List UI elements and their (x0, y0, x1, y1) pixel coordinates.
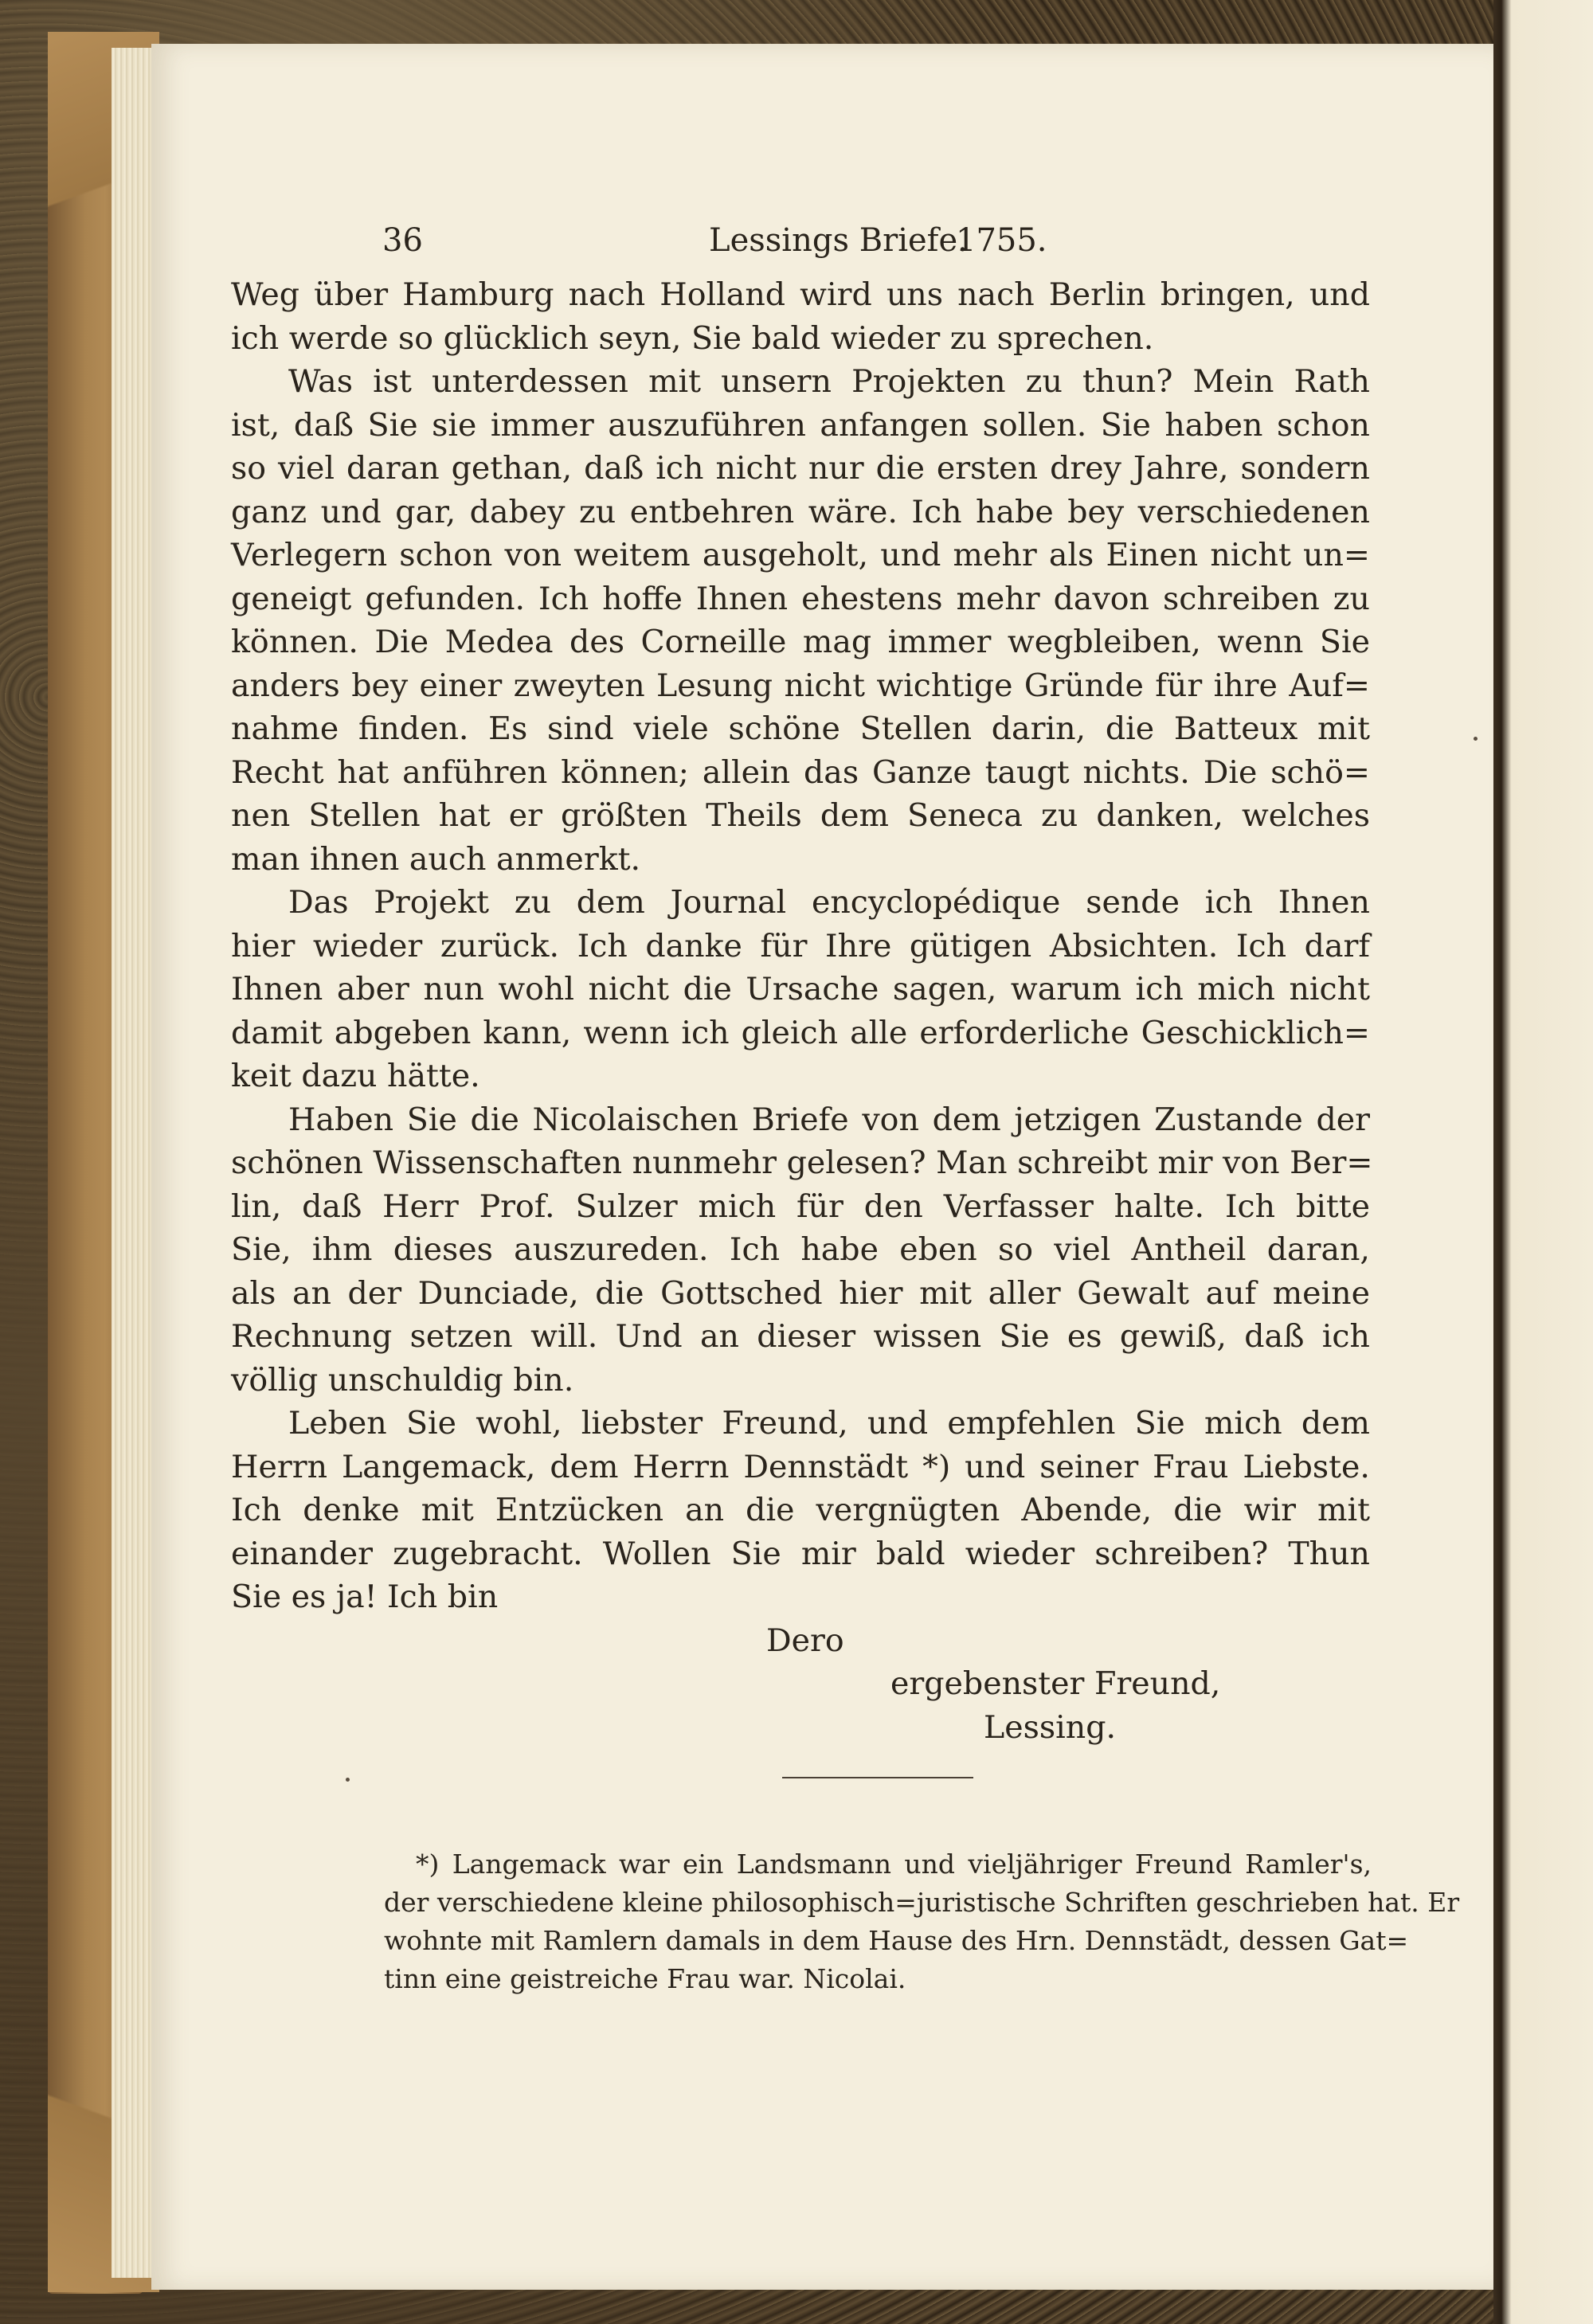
text-line: ist, daß Sie sie immer auszuführen anfangen sollen. Sie haben schon (231, 406, 1370, 444)
text-line: können. Die Medea des Corneille mag immer wegbleiben, wenn Sie (231, 624, 1370, 660)
text-line: Ich denke mit Entzücken an die vergnügten Abende, die wir mit (231, 1492, 1370, 1528)
text-line: einander zugebracht. Wollen Sie mir bald wieder schreiben? Thun (231, 1535, 1370, 1572)
footnote-line: der verschiedene kleine philosophisch=juristische Schriften geschrieben hat. Er (384, 1887, 1460, 1918)
page-text (231, 219, 1373, 1749)
closing-dero: Dero (766, 1622, 844, 1659)
text-line: hier wieder zurück. Ich danke für Ihre gütigen Absichten. Ich darf (231, 927, 1370, 964)
text-line: nahme finden. Es sind viele schöne Stellen darin, die Batteux mit (231, 710, 1370, 747)
text-line: Recht hat anführen können; allein das Ganze taugt nichts. Die schö= (231, 753, 1370, 791)
footnote-line: wohnte mit Ramlern damals in dem Hause des Hrn. Dennstädt, dessen Gat= (384, 1925, 1409, 1956)
text-line: so viel daran gethan, daß ich nicht nur die ersten drey Jahre, sondern (231, 450, 1370, 487)
text-line: ich werde so glücklich seyn, Sie bald wieder zu sprechen. (231, 319, 1154, 357)
signature: Lessing. (984, 1708, 1117, 1746)
closing-ergebenster: ergebenster Freund, (890, 1665, 1221, 1702)
text-line: Rechnung setzen will. Und an dieser wissen Sie es gewiß, daß ich (231, 1318, 1370, 1355)
running-title: Lessings Briefe. (709, 222, 968, 259)
text-line: Weg über Hamburg nach Holland wird uns nach Berlin bringen, und (231, 276, 1370, 313)
text-line: Das Projekt zu dem Journal encyclopédique sende ich Ihnen (288, 884, 1370, 921)
text-line: lin, daß Herr Prof. Sulzer mich für den Verfasser halte. Ich bitte (231, 1187, 1370, 1225)
text-line: damit abgeben kann, wenn ich gleich alle erforderliche Geschicklich= (231, 1014, 1370, 1051)
page-number: 36 (382, 222, 423, 259)
text-line: geneigt gefunden. Ich hoffe Ihnen ehestens mehr davon schreiben zu (231, 580, 1370, 617)
ink-speck (346, 1778, 350, 1782)
text-line: anders bey einer zweyten Lesung nicht wichtige Gründe für ihre Auf= (231, 667, 1370, 704)
text-line: Ihnen aber nun wohl nicht die Ursache sagen, warum ich mich nicht (231, 971, 1370, 1007)
closing-block (231, 1619, 1370, 1750)
text-line: Leben Sie wohl, liebster Freund, und empfehlen Sie mich dem (288, 1405, 1370, 1442)
footnote-rule (782, 1777, 973, 1778)
text-line: Haben Sie die Nicolaischen Briefe von dem jetzigen Zustande der (288, 1101, 1370, 1138)
text-line: keit dazu hätte. (231, 1058, 480, 1094)
text-line: nen Stellen hat er größten Theils dem Seneca zu danken, welches (231, 797, 1370, 834)
text-line: als an der Dunciade, die Gottsched hier mit aller Gewalt auf meine (231, 1274, 1370, 1312)
text-line: völlig unschuldig bin. (231, 1361, 574, 1399)
text-line: Sie es ja! Ich bin (231, 1579, 499, 1615)
text-line: schönen Wissenschaften nunmehr gelesen? Man schreibt mir von Ber= (231, 1144, 1373, 1181)
facing-page-edge (1493, 0, 1593, 2324)
text-line: Sie, ihm dieses auszureden. Ich habe eben so viel Antheil daran, (231, 1231, 1370, 1268)
footnote-line: tinn eine geistreiche Frau war. Nicolai. (384, 1963, 906, 1994)
header-year: 1755. (956, 222, 1047, 259)
body-text (231, 273, 1373, 1619)
ink-speck (1474, 737, 1478, 741)
text-line: man ihnen auch anmerkt. (231, 840, 641, 878)
text-line: ganz und gar, dabey zu entbehren wäre. Ich habe bey verschiedenen (231, 493, 1370, 530)
footnote-line: *) Langemack war ein Landsmann und vieljähriger Freund Ramler's, (416, 1849, 1372, 1880)
text-line: Herrn Langemack, dem Herrn Dennstädt *) und seiner Frau Liebste. (231, 1448, 1370, 1485)
text-line: Verlegern schon von weitem ausgeholt, und mehr als Einen nicht un= (231, 537, 1370, 573)
text-line: Was ist unterdessen mit unsern Projekten zu thun? Mein Rath (288, 363, 1370, 400)
footnote (384, 1845, 1460, 1998)
page-header (231, 219, 1370, 267)
